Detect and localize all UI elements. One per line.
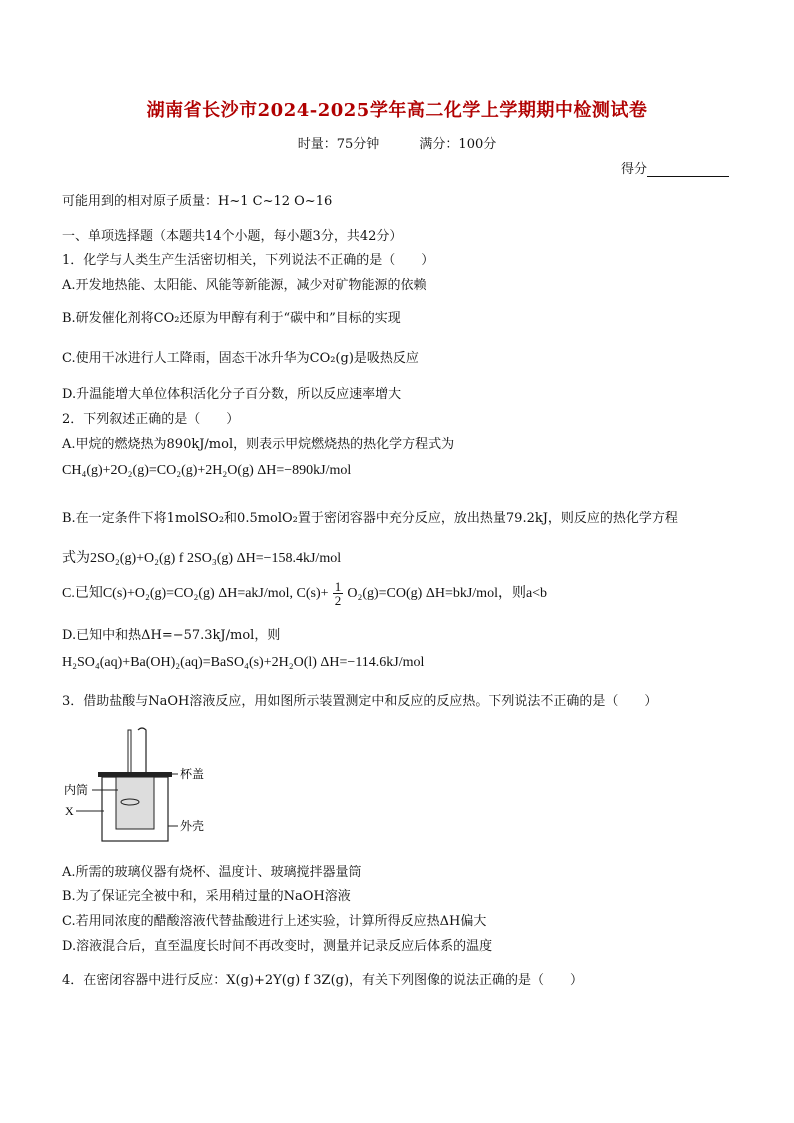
calorimeter-figure [62, 726, 212, 846]
exam-title: 湖南省长沙市2024-2025学年高二化学上学期期中检测试卷 [146, 100, 648, 121]
label-inner-cup: 内筒 [64, 783, 89, 797]
q3-option-a: A.所需的玻璃仪器有烧杯、温度计、玻璃搅拌器量筒 [62, 865, 362, 880]
score-blank[interactable] [647, 164, 729, 177]
fraction-numerator: 1 [334, 579, 342, 594]
q2-option-b-equation: 式为2SO₂(g)+O₂(g) f 2SO₃(g) ΔH=−158.4kJ/mol [62, 551, 342, 566]
score-label: 得分 [620, 162, 647, 177]
score-info: 满分：100分 [419, 137, 497, 152]
exam-info [0, 133, 794, 152]
q3-option-d: D.溶液混合后，直至温度长时间不再改变时，测量并记录反应后体系的温度 [62, 939, 493, 954]
q2-option-d-equation: H₂SO₄(aq)+Ba(OH)₂(aq)=BaSO₄(s)+2H₂O(l) ΔH=−114.6kJ/mol [62, 655, 425, 670]
lid-shape [98, 772, 172, 777]
q1-option-c: C.使用干冰进行人工降雨，固态干冰升华为CO₂(g)是吸热反应 [62, 351, 419, 366]
q3-stem: 3．借助盐酸与NaOH溶液反应，用如图所示装置测定中和反应的反应热。下列说法不正确的是（ ） [62, 694, 658, 709]
fraction-one-half [333, 580, 344, 607]
q4-stem: 4．在密闭容器中进行反应：X(g)+2Y(g) f 3Z(g)，有关下列图像的说法正确的是（ ） [62, 973, 584, 988]
q1-option-d: D.升温能增大单位体积活化分子百分数，所以反应速率增大 [62, 387, 402, 402]
section-heading: 一、单项选择题（本题共14个小题，每小题3分，共42分） [62, 229, 403, 244]
q3-option-c: C.若用同浓度的醋酸溶液代替盐酸进行上述实验，计算所得反应热ΔH偏大 [62, 914, 487, 929]
q2-option-c [62, 580, 547, 607]
q1-stem: 1．化学与人类生产生活密切相关，下列说法不正确的是（ ） [62, 253, 435, 268]
time-info: 时量：75分钟 [297, 137, 380, 152]
atomic-mass-note: 可能用到的相对原子质量：H~1 C~12 O~16 [62, 194, 333, 209]
q2-option-a-equation: CH₄(g)+2O₂(g)=CO₂(g)+2H₂O(g) ΔH=−890kJ/mol [62, 463, 352, 478]
q2-option-c-post: O₂(g)=CO(g) ΔH=bkJ/mol，则a<b [347, 586, 548, 601]
score-field [621, 158, 729, 177]
label-x: X [65, 804, 74, 818]
q2-option-b: B.在一定条件下将1molSO₂和0.5molO₂置于密闭容器中充分反应，放出热量79.2kJ，则反应的热化学方程 [62, 511, 678, 526]
label-lid: 杯盖 [180, 767, 205, 781]
q1-option-b: B.研发催化剂将CO₂还原为甲醇有利于“碳中和”目标的实现 [62, 311, 401, 326]
q2-option-a: A.甲烷的燃烧热为890kJ/mol，则表示甲烷燃烧热的热化学方程式为 [62, 437, 455, 452]
q1-option-a: A.开发地热能、太阳能、风能等新能源，减少对矿物能源的依赖 [62, 278, 427, 293]
label-outer-shell: 外壳 [180, 819, 205, 833]
q2-option-d: D.已知中和热ΔH=−57.3kJ/mol，则 [62, 628, 281, 643]
q2-option-c-pre: C.已知C(s)+O₂(g)=CO₂(g) ΔH=akJ/mol, C(s)+ [62, 586, 329, 601]
q3-option-b: B.为了保证完全被中和，采用稍过量的NaOH溶液 [62, 889, 351, 904]
q2-stem: 2．下列叙述正确的是（ ） [62, 412, 240, 427]
fraction-denominator: 2 [334, 593, 342, 608]
